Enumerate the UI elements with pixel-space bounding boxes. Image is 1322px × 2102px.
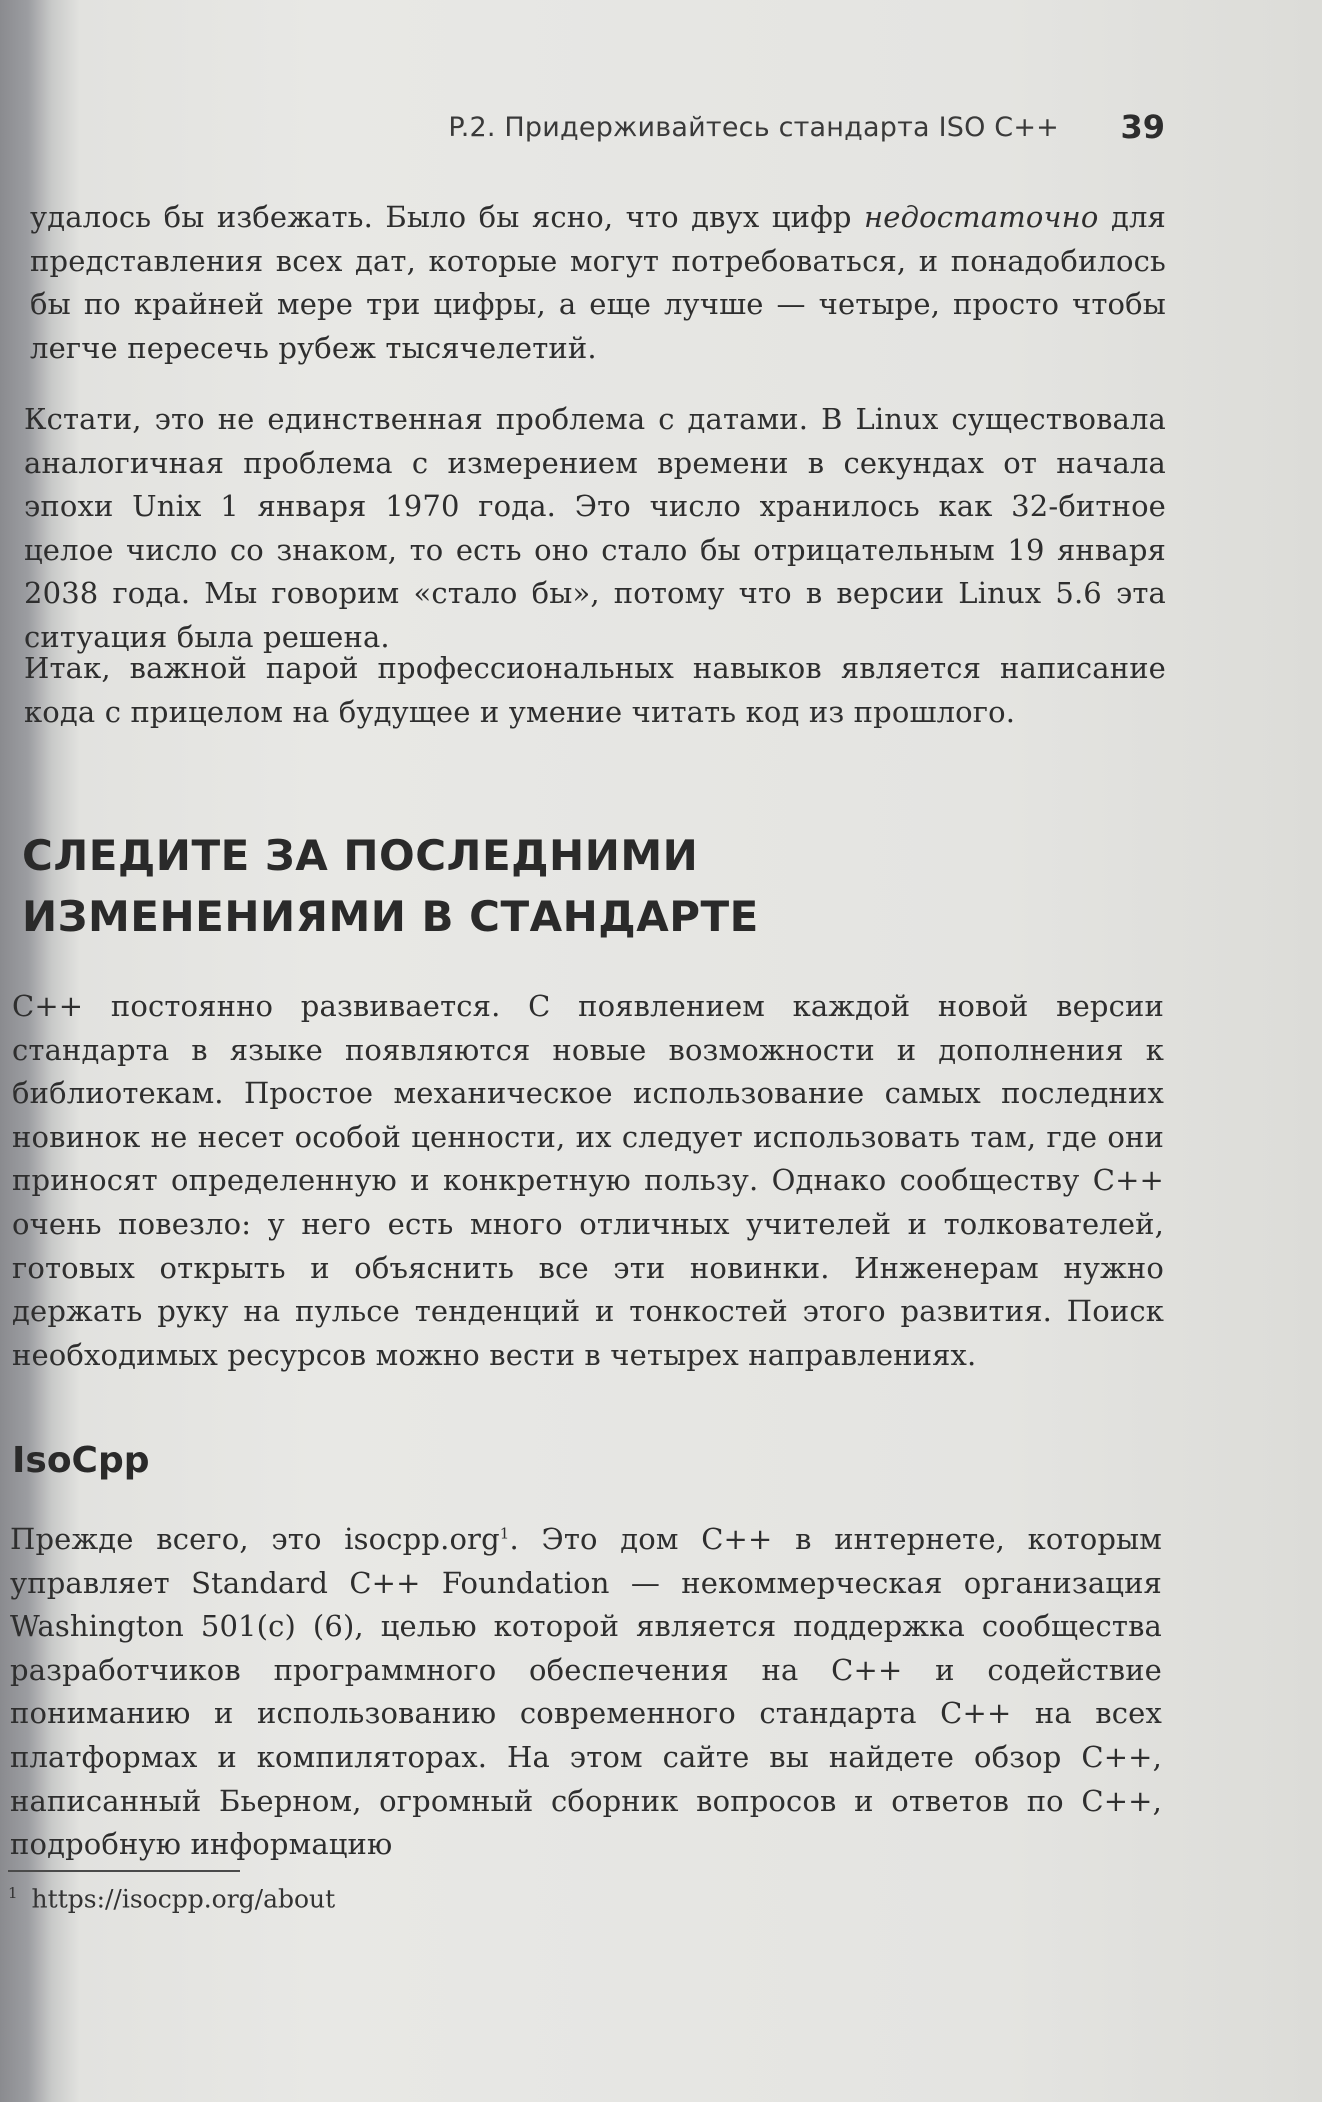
subsection-heading: IsoCpp — [12, 1440, 150, 1481]
paragraph-5 — [10, 1518, 1162, 1867]
paragraph-1-end: для представления всех дат, которые могут потребоваться, и понадобилось бы по крайней мере три цифры, а еще лучше — четыре, просто чтобы легче пересечь рубеж тысячелетий. — [30, 200, 1166, 365]
paragraph-3: Итак, важной парой профессиональных навыков является написание кода с прицелом на будущее и умение читать код из прошлого. — [24, 651, 1166, 729]
running-header — [0, 104, 1165, 152]
footnote-link[interactable]: https://isocpp.org/about — [31, 1884, 336, 1914]
footnote-reference: 1 — [499, 1524, 510, 1543]
paragraph-4: C++ постоянно развивается. С появлением каждой новой версии стандарта в языке появляются новые возможности и дополнения к библиотекам. Простое механическое использование самых последних новинок не несет особой ценности, их следует использовать там, где они приносят определенную и конкретную пользу. Однако сообществу C++ очень повезло: у него есть много отличных учителей и толкователей, готовых открыть и объяснить все эти новинки. Инженерам нужно держать руку на пульсе тенденций и тонкостей этого развития. Поиск необходимых ресурсов можно вести в четырех направлениях. — [12, 989, 1164, 1372]
paragraph-5-end: . Это дом C++ в интернете, которым управляет Standard C++ Foundation — некоммерческая организация Washington 501(c) (6), целью которой является поддержка сообщества разработчиков программного обеспечения на C++ и содействие пониманию и использованию современного стандарта C++ на всех платформах и компиляторах. На этом сайте вы найдете обзор C++, написанный Бьерном, огромный сборник вопросов и ответов по C++, подробную информацию — [10, 1522, 1162, 1862]
footnote-mark: 1 — [8, 1884, 18, 1902]
footnote — [8, 1884, 335, 1913]
section-heading-line-2: ИЗМЕНЕНИЯМИ В СТАНДАРТЕ — [22, 892, 759, 941]
paragraph-1 — [30, 196, 1166, 370]
paragraph-1-start: удалось бы избежать. Было бы ясно, что двух цифр — [30, 200, 865, 234]
section-heading — [22, 825, 1022, 947]
running-header-title: P.2. Придерживайтесь стандарта ISO C++ — [448, 112, 1059, 143]
section-heading-line-1: СЛЕДИТЕ ЗА ПОСЛЕДНИМИ — [22, 831, 699, 880]
paragraph-2: Кстати, это не единственная проблема с датами. В Linux существовала аналогичная проблема с измерением времени в секундах от начала эпохи Unix 1 января 1970 года. Это число хранилось как 32-битное целое число со знаком, то есть оно стало бы отрицательным 19 января 2038 года. Мы говорим «стало бы», потому что в версии Linux 5.6 эта ситуация была решена. — [24, 402, 1166, 654]
page-number: 39 — [1120, 108, 1165, 146]
footnote-divider — [8, 1870, 240, 1872]
paragraph-1-emphasis: недостаточно — [864, 200, 1099, 234]
paragraph-5-start: Прежде всего, это isocpp.org — [10, 1522, 500, 1556]
